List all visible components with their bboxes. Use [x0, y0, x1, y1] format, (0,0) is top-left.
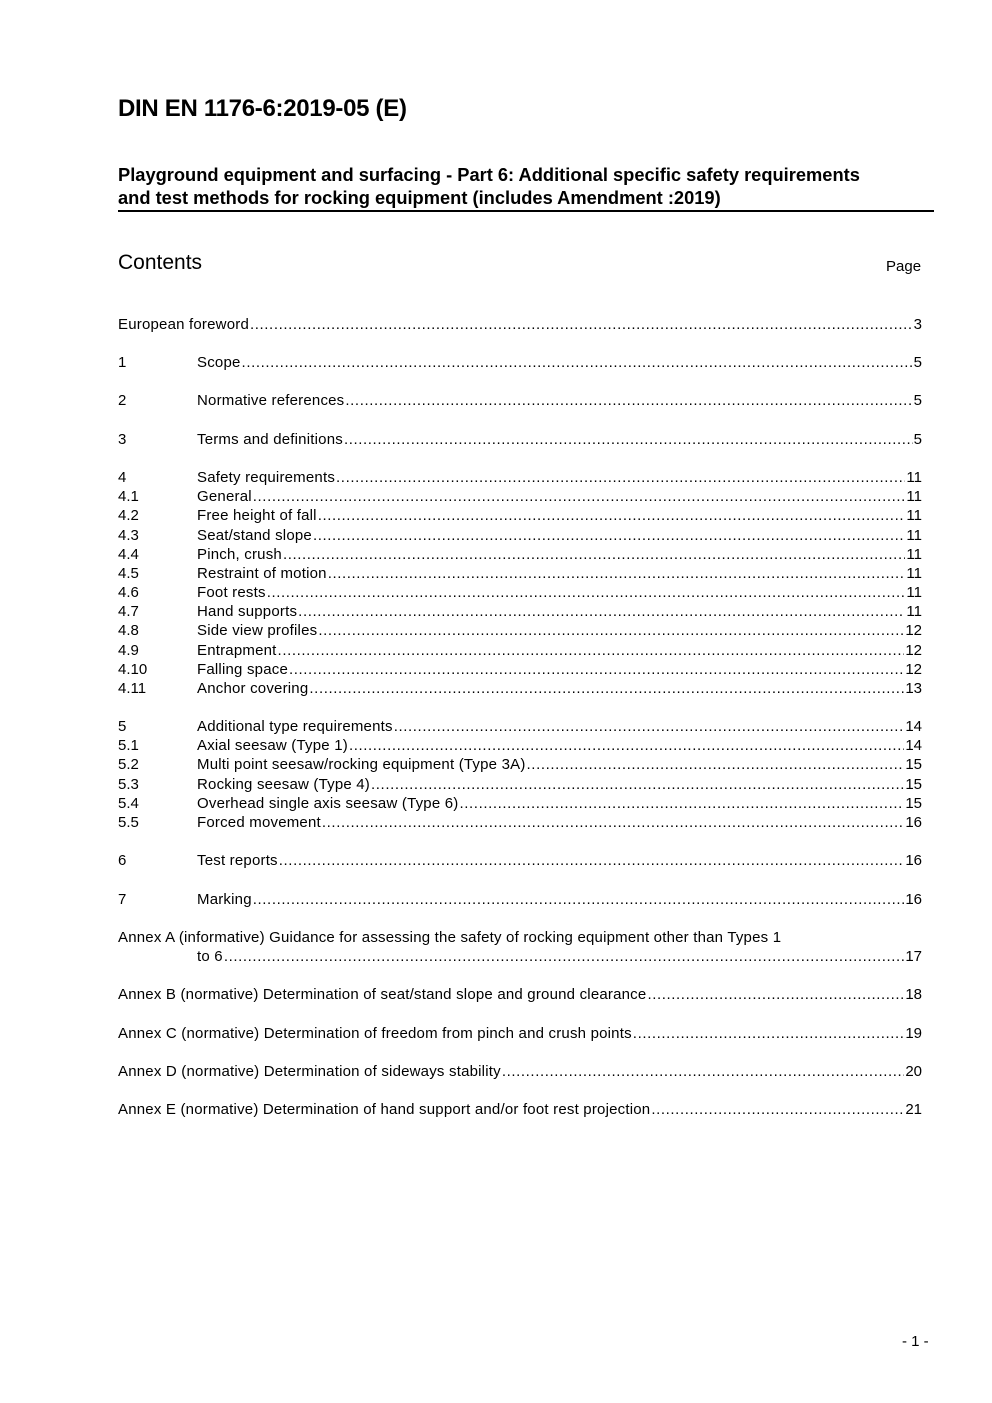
toc-entry[interactable]: [118, 487, 922, 506]
toc-entry-title: Falling space: [197, 661, 288, 678]
toc-entry-page: 15: [905, 795, 922, 812]
toc-annex-c[interactable]: [118, 1024, 922, 1043]
dot-leader: [289, 660, 904, 679]
dot-leader: [322, 813, 904, 832]
dot-leader: [502, 1062, 904, 1081]
document-title: [118, 163, 934, 212]
toc-annex-d[interactable]: [118, 1062, 922, 1081]
dot-leader: [242, 353, 913, 372]
toc-entry[interactable]: [118, 430, 922, 449]
toc-entry-page: 11: [906, 507, 922, 524]
toc-entry-number: 4: [118, 469, 127, 486]
dot-leader: [283, 545, 905, 564]
title-line-1: Playground equipment and surfacing - Part 6: Additional specific safety requirements: [118, 164, 860, 185]
toc-entry-number: 4.1: [118, 488, 139, 505]
toc-entry-title: Annex E (normative) Determination of hand support and/or foot rest projection: [118, 1101, 651, 1118]
toc-entry[interactable]: [118, 775, 922, 794]
dot-leader: [394, 717, 905, 736]
toc-entry-page: 11: [906, 488, 922, 505]
dot-leader: [267, 583, 906, 602]
toc-entry-page: 11: [906, 565, 922, 582]
dot-leader: [345, 391, 912, 410]
dot-leader: [298, 602, 905, 621]
toc-entry-title: Overhead single axis seesaw (Type 6): [197, 795, 459, 812]
toc-entry[interactable]: [118, 736, 922, 755]
dot-leader: [224, 947, 904, 966]
toc-entry-title: Safety requirements: [197, 469, 336, 486]
toc-entry-number: 4.5: [118, 565, 139, 582]
toc-entry-number: 4.7: [118, 603, 139, 620]
toc-annex-e[interactable]: [118, 1100, 922, 1119]
dot-leader: [633, 1024, 905, 1043]
toc-entry-page: 12: [905, 622, 922, 639]
toc-entry-title: Entrapment: [197, 642, 277, 659]
toc-entry[interactable]: [118, 794, 922, 813]
contents-heading: Contents: [118, 251, 203, 274]
toc-entry[interactable]: [118, 755, 922, 774]
toc-entry-page: 14: [905, 737, 922, 754]
dot-leader: [313, 526, 905, 545]
dot-leader: [318, 621, 904, 640]
toc-entry-page: 11: [906, 527, 922, 544]
toc-entry[interactable]: [118, 660, 922, 679]
toc-entry-page: 11: [906, 584, 922, 601]
toc-entry-number: 4.10: [118, 661, 148, 678]
toc-entry[interactable]: [118, 545, 922, 564]
toc-entry-page: 11: [906, 546, 922, 563]
toc-entry-page: 5: [913, 431, 922, 448]
toc-entry-number: 4.2: [118, 507, 139, 524]
toc-entry[interactable]: [118, 851, 922, 870]
toc-entry-title: Side view profiles: [197, 622, 318, 639]
toc-entry-title: Normative references: [197, 392, 345, 409]
toc-entry[interactable]: [118, 717, 922, 736]
dot-leader: [318, 506, 906, 525]
dot-leader: [328, 564, 906, 583]
toc-entry-number: 4.11: [118, 680, 147, 697]
dot-leader: [278, 641, 905, 660]
toc-entry-number: 4.4: [118, 546, 139, 563]
dot-leader: [309, 679, 904, 698]
toc-entry-page: 11: [906, 603, 922, 620]
toc-entry-page: 5: [913, 392, 922, 409]
dot-leader: [279, 851, 905, 870]
toc-entry[interactable]: [118, 679, 922, 698]
toc-entry-title: General: [197, 488, 252, 505]
toc-entry-page: 12: [905, 642, 922, 659]
toc-entry-page: 16: [905, 852, 922, 869]
title-line-2: and test methods for rocking equipment (includes Amendment :2019): [118, 187, 721, 208]
toc-entry-number: 5.5: [118, 814, 139, 831]
dot-leader: [336, 468, 905, 487]
toc-entry-title: Multi point seesaw/rocking equipment (Type 3A): [197, 756, 526, 773]
toc-entry-title: Rocking seesaw (Type 4): [197, 776, 371, 793]
dot-leader: [253, 890, 905, 909]
toc-entry[interactable]: [118, 564, 922, 583]
toc-entry-page: 13: [905, 680, 922, 697]
toc-entry-title: Foot rests: [197, 584, 266, 601]
toc-entry-title: Annex C (normative) Determination of freedom from pinch and crush points: [118, 1025, 632, 1042]
toc-entry-foreword[interactable]: [118, 315, 922, 334]
toc-entry-number: 4.3: [118, 527, 139, 544]
toc-entry-number: 1: [118, 354, 127, 371]
toc-entry-page: 14: [905, 718, 922, 735]
toc-entry-page: 11: [906, 469, 922, 486]
toc-entry-number: 5.3: [118, 776, 139, 793]
toc-entry-title: Axial seesaw (Type 1): [197, 737, 348, 754]
toc-entry-page: 16: [905, 891, 922, 908]
page-column-heading: Page: [886, 258, 922, 275]
toc-entry[interactable]: [118, 583, 922, 602]
toc-entry-title: Forced movement: [197, 814, 321, 831]
toc-entry-page: 3: [913, 316, 922, 333]
toc-entry[interactable]: [118, 621, 922, 640]
toc-entry-title: Annex B (normative) Determination of seat/stand slope and ground clearance: [118, 986, 647, 1003]
document-id: DIN EN 1176-6:2019-05 (E): [118, 95, 407, 122]
toc-entry-page: 20: [905, 1063, 922, 1080]
toc-entry[interactable]: [118, 890, 922, 909]
toc-entry-page: 12: [905, 661, 922, 678]
toc-entry-page: 19: [905, 1025, 922, 1042]
toc-entry[interactable]: [118, 602, 922, 621]
dot-leader: [349, 736, 904, 755]
toc-annex-a-title[interactable]: Annex A (informative) Guidance for assessing the safety of rocking equipment other than Types 1: [118, 929, 782, 946]
toc-entry[interactable]: [118, 391, 922, 410]
toc-entry-number: 7: [118, 891, 127, 908]
page-number-footer: - 1 -: [902, 1333, 929, 1350]
dot-leader: [344, 430, 913, 449]
dot-leader: [371, 775, 904, 794]
toc-entry[interactable]: [118, 526, 922, 545]
toc-entry-number: 5.1: [118, 737, 139, 754]
toc-indent: [118, 947, 197, 966]
toc-entry[interactable]: [118, 468, 922, 487]
toc-entry-title: Anchor covering: [197, 680, 309, 697]
toc-entry-title: Test reports: [197, 852, 278, 869]
toc-entry-title: Free height of fall: [197, 507, 317, 524]
dot-leader: [253, 487, 906, 506]
toc-entry-title: Additional type requirements: [197, 718, 393, 735]
toc-entry-number: 4.6: [118, 584, 139, 601]
toc-entry-title: to 6: [197, 948, 223, 965]
toc-entry-title: European foreword: [118, 316, 249, 333]
toc-entry-page: 21: [905, 1101, 922, 1118]
toc-entry-page: 5: [913, 354, 922, 371]
toc-entry-number: 4.9: [118, 642, 139, 659]
toc-entry-number: 5.4: [118, 795, 139, 812]
toc-entry-number: 6: [118, 852, 127, 869]
toc-annex-a-continuation[interactable]: [118, 947, 922, 966]
toc-entry-title: Marking: [197, 891, 252, 908]
dot-leader: [647, 985, 904, 1004]
toc-entry-title: Terms and definitions: [197, 431, 343, 448]
toc-entry-number: 2: [118, 392, 127, 409]
toc-entry-number: 3: [118, 431, 127, 448]
toc-entry-title: Annex D (normative) Determination of sideways stability: [118, 1063, 501, 1080]
dot-leader: [651, 1100, 904, 1119]
toc-entry-number: 5.2: [118, 756, 139, 773]
dot-leader: [460, 794, 905, 813]
toc-entry-title: Seat/stand slope: [197, 527, 312, 544]
dot-leader: [527, 755, 905, 774]
toc-entry-title: Hand supports: [197, 603, 298, 620]
toc-entry-page: 16: [905, 814, 922, 831]
toc-entry[interactable]: [118, 506, 922, 525]
toc-entry-title: Scope: [197, 354, 241, 371]
toc-entry-number: 4.8: [118, 622, 139, 639]
toc-entry-page: 18: [905, 986, 922, 1003]
toc-entry-title: Pinch, crush: [197, 546, 282, 563]
toc-entry-number: 5: [118, 718, 127, 735]
dot-leader: [250, 315, 913, 334]
toc-annex-b[interactable]: [118, 985, 922, 1004]
toc-entry-page: 17: [905, 948, 922, 965]
toc-entry-page: 15: [905, 756, 922, 773]
toc-entry-page: 15: [905, 776, 922, 793]
toc-entry[interactable]: [118, 813, 922, 832]
toc-entry-title: Restraint of motion: [197, 565, 327, 582]
toc-entry[interactable]: [118, 353, 922, 372]
toc-entry[interactable]: [118, 641, 922, 660]
